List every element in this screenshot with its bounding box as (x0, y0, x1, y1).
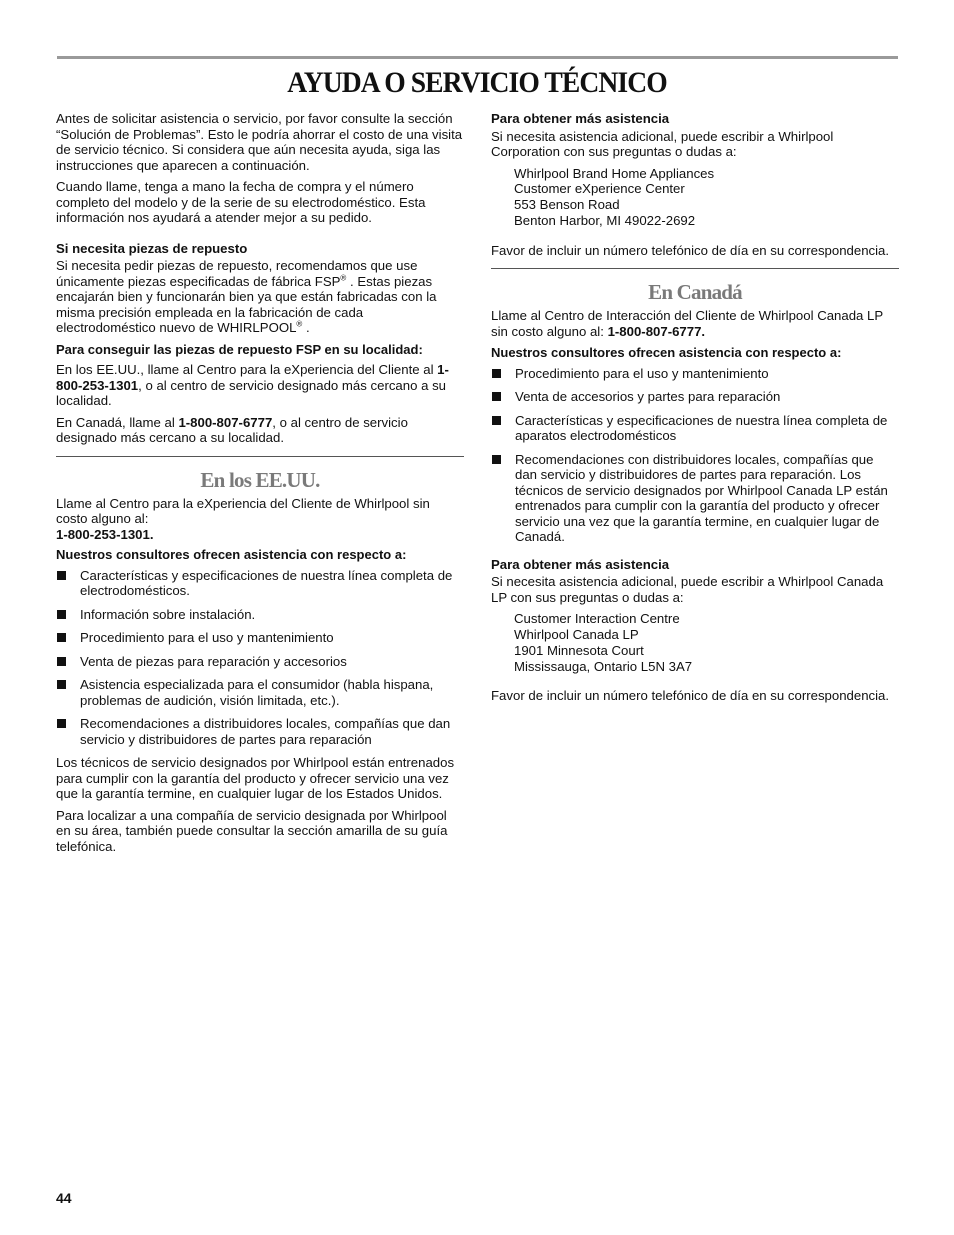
us-call-phone: 1-800-253-1301. (56, 526, 154, 542)
ca-more-assistance-heading: Para obtener más asistencia (491, 556, 670, 572)
list-item: Características y especificaciones de nuestra línea completa de electrodomésticos. (56, 568, 464, 599)
address-line: Whirlpool Brand Home Appliances (514, 165, 715, 181)
ca-assistance-list (491, 366, 899, 545)
us-consultants-lead: Nuestros consultores ofrecen asistencia con respecto a: (56, 547, 407, 562)
list-item: Asistencia especializada para el consumidor (habla hispana, problemas de audición, visión limitada, etc.). (56, 677, 464, 708)
us-locate-paragraph: Para localizar a una compañía de servicio designada por Whirlpool en su área, también puede consultar la sección amarilla de su guía telefónica. (56, 807, 448, 854)
address-line: 553 Benson Road (514, 197, 620, 213)
parts-paragraph: Si necesita pedir piezas de repuesto, recomendamos que use únicamente piezas especificadas de fábrica FSP® . Estas piezas encajarán bien y funcionarán bien ya que están fabricadas con la misma precisión empleada en la fabricación de cada electrodoméstico nuevo de WHIRLPOOL® . (56, 258, 437, 335)
ca-parts-phone: 1-800-807-6777 (178, 414, 273, 430)
ca-parts-paragraph: En Canadá, llame al 1-800-807-6777, o al centro de servicio designado más cercano a su localidad. (56, 414, 408, 445)
section-divider (491, 268, 899, 269)
us-section-title: En los EE.UU. (200, 467, 320, 492)
more-assistance-paragraph: Si necesita asistencia adicional, puede escribir a Whirlpool Corporation con sus preguntas o dudas a: (491, 128, 834, 159)
page-number: 44 (56, 1190, 72, 1206)
ca-phone-note: Favor de incluir un número telefónico de día en su correspondencia. (491, 688, 890, 704)
address-line: Whirlpool Canada LP (514, 626, 639, 642)
intro-paragraph-1: Antes de solicitar asistencia o servicio, por favor consulte la sección “Solución de Problemas”. Esto le podría ahorrar el costo de una visita de servicio técnico. Si considera que aún necesita ayuda, siga las instrucciones que aparecen a continuación. (56, 111, 463, 173)
ca-call-phone: 1-800-807-6777. (607, 323, 706, 339)
page-title: AYUDA O SERVICIO TÉCNICO (287, 66, 667, 99)
left-column (56, 111, 464, 860)
right-column (491, 111, 899, 710)
address-line: Benton Harbor, MI 49022-2692 (514, 212, 696, 228)
address-line: Customer Interaction Centre (514, 611, 680, 627)
list-item: Procedimiento para el uso y mantenimiento (491, 366, 899, 382)
list-item: Información sobre instalación. (56, 607, 464, 623)
ca-consultants-lead: Nuestros consultores ofrecen asistencia con respecto a: (491, 345, 842, 361)
section-divider (56, 456, 464, 457)
us-parts-phone: 1-800-253-1301 (56, 362, 449, 393)
list-item: Características y especificaciones de nuestra línea completa de aparatos electrodomésticos (491, 413, 899, 444)
list-item: Recomendaciones a distribuidores locales, compañías que dan servicio y distribuidores de partes para reparación (56, 716, 464, 747)
top-rule (57, 56, 898, 59)
us-technicians-paragraph: Los técnicos de servicio designados por Whirlpool están entrenados para cumplir con la garantía del producto y ofrecer servicio una vez que la garantía termine, en cualquier lugar de los Estados Unidos. (56, 755, 455, 801)
us-mailing-address (514, 166, 899, 229)
intro-paragraph-2: Cuando llame, tenga a mano la fecha de compra y el número completo del modelo y de la serie de su electrodoméstico. Esta información nos ayudará a atender mejor a su pedido. (56, 179, 426, 225)
address-line: Mississauga, Ontario L5N 3A7 (514, 658, 693, 674)
us-parts-paragraph: En los EE.UU., llame al Centro para la eXperiencia del Cliente al 1-800-253-1301, o al centro de servicio designado más cercano a su localidad. (56, 362, 449, 408)
address-line: 1901 Minnesota Court (514, 642, 644, 658)
phone-note: Favor de incluir un número telefónico de día en su correspondencia. (491, 242, 890, 258)
address-line: Customer eXperience Center (514, 181, 685, 197)
us-assistance-list (56, 568, 464, 748)
more-assistance-heading: Para obtener más asistencia (491, 111, 670, 126)
list-item: Venta de piezas para reparación y accesorios (56, 654, 464, 670)
ca-call-paragraph: Llame al Centro de Interacción del Cliente de Whirlpool Canada LP sin costo alguno al: 1-800-807-6777. (491, 308, 883, 339)
parts-heading: Si necesita piezas de repuesto (56, 240, 248, 256)
fsp-lead: Para conseguir las piezas de repuesto FSP en su localidad: (56, 341, 423, 357)
list-item: Venta de accesorios y partes para reparación (491, 389, 899, 405)
registered-mark: ® (340, 273, 347, 283)
list-item: Procedimiento para el uso y mantenimiento (56, 630, 464, 646)
canada-section-title: En Canadá (648, 280, 742, 305)
ca-mailing-address (514, 611, 899, 674)
us-call-paragraph: Llame al Centro para la eXperiencia del Cliente de Whirlpool sin costo alguno al: (56, 495, 430, 526)
list-item: Recomendaciones con distribuidores locales, compañías que dan servicio y distribuidores de partes para reparación. Los técnicos de servicio designados por Whirlpool Canada LP están entrenados para cumplir con la garantía del producto y ofrecer servicio una vez que la garantía termine, en cualquier lugar de Canadá. (491, 452, 899, 545)
ca-more-assistance-paragraph: Si necesita asistencia adicional, puede escribir a Whirlpool Canada LP con sus preguntas o dudas a: (491, 574, 884, 605)
registered-mark: ® (296, 319, 303, 329)
